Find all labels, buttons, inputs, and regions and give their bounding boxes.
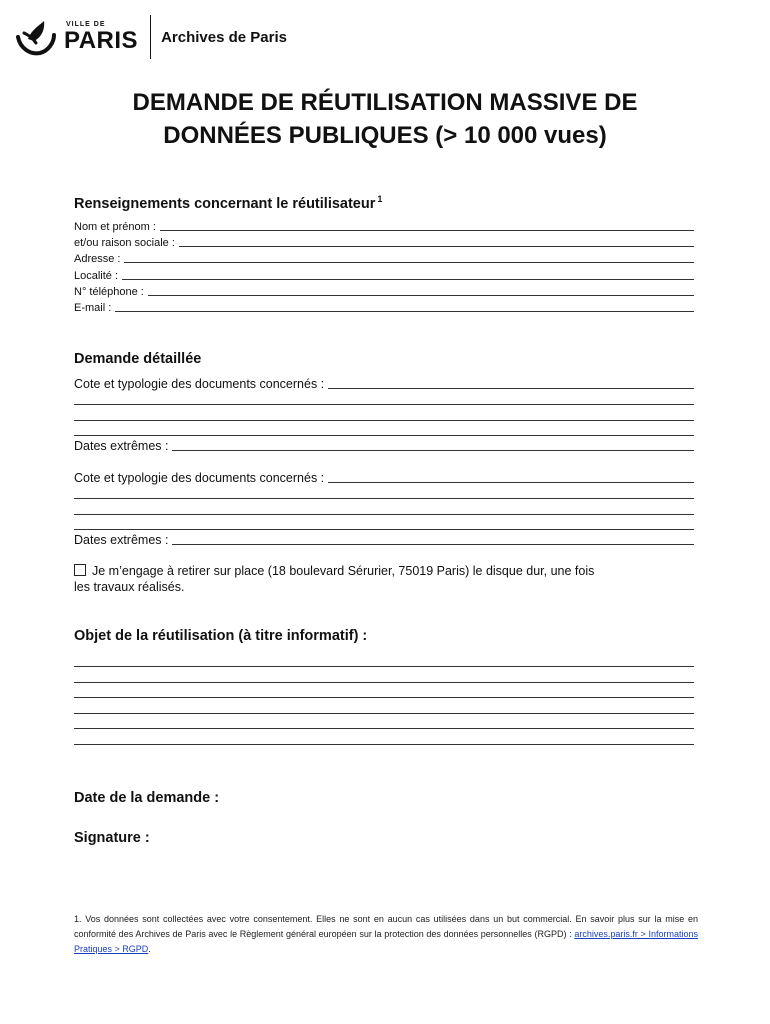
field-line[interactable] (122, 279, 694, 280)
section-heading-user (74, 194, 382, 212)
paris-ship-logo-icon (14, 15, 58, 59)
logo-ville-de: VILLE DE (66, 21, 106, 28)
field-label: Nom et prénom : (74, 221, 156, 233)
field-label: Cote et typologie des documents concernés : (74, 377, 325, 391)
field-line[interactable] (172, 544, 694, 545)
organization-name: Archives de Paris (161, 28, 287, 46)
field-label: Dates extrêmes : (74, 533, 169, 547)
blank-line[interactable] (74, 713, 694, 714)
blank-line[interactable] (74, 697, 694, 698)
checkbox-text-line-1: Je m’engage à retirer sur place (18 boulevard Sérurier, 75019 Paris) le disque dur, une fois (92, 564, 595, 578)
logo-text (64, 21, 138, 53)
rgpd-link[interactable]: archives.paris.fr > Informations Pratiques > RGPD (74, 929, 698, 954)
blank-line[interactable] (74, 744, 694, 745)
field-line[interactable] (115, 311, 694, 312)
footnote-text: 1. Vos données sont collectées avec votre consentement. Elles ne sont en aucun cas utilisées dans un but commercial. En savoir plus sur la mise en conformité des Archives de Paris avec le Règlement général européen sur la protection des données personnelles (RGPD) : (74, 914, 698, 939)
field-label: Adresse : (74, 253, 121, 265)
title-line-1: DEMANDE DE RÉUTILISATION MASSIVE DE (132, 89, 638, 116)
page-title (0, 86, 770, 152)
field-cote-1[interactable] (74, 375, 694, 391)
blank-line[interactable] (74, 728, 694, 729)
logo-divider (150, 15, 151, 59)
field-telephone[interactable] (74, 284, 694, 298)
pickup-checkbox[interactable] (74, 564, 86, 576)
field-line[interactable] (172, 450, 694, 451)
field-label: E-mail : (74, 302, 112, 314)
field-dates-2[interactable] (74, 531, 694, 547)
blank-line[interactable] (74, 682, 694, 683)
header (14, 12, 287, 62)
field-dates-1[interactable] (74, 437, 694, 453)
logo-paris: PARIS (64, 27, 139, 54)
field-label: Cote et typologie des documents concernés : (74, 471, 325, 485)
blank-line[interactable] (74, 514, 694, 515)
blank-line[interactable] (74, 435, 694, 436)
field-line[interactable] (160, 230, 694, 231)
field-line[interactable] (124, 262, 694, 263)
field-label: Dates extrêmes : (74, 439, 169, 453)
footnote-ref: 1 (377, 194, 383, 204)
field-nom-prenom[interactable] (74, 219, 694, 233)
field-localite[interactable] (74, 268, 694, 282)
field-line[interactable] (148, 295, 694, 296)
date-label: Date de la demande : (74, 790, 220, 806)
footnote (74, 912, 698, 957)
section-heading-request: Demande détaillée (74, 351, 202, 367)
field-line[interactable] (328, 388, 694, 389)
field-line[interactable] (328, 482, 694, 483)
title-line-2: DONNÉES PUBLIQUES (> 10 000 vues) (163, 122, 607, 149)
section-heading-user-text: Renseignements concernant le réutilisateur (74, 195, 376, 212)
section-heading-purpose: Objet de la réutilisation (à titre informatif) : (74, 628, 368, 644)
field-adresse[interactable] (74, 251, 694, 265)
blank-line[interactable] (74, 420, 694, 421)
field-label: N° téléphone : (74, 286, 144, 298)
field-email[interactable] (74, 300, 694, 314)
signature-label: Signature : (74, 830, 150, 846)
field-raison-sociale[interactable] (74, 235, 694, 249)
blank-line[interactable] (74, 404, 694, 405)
field-line[interactable] (179, 246, 694, 247)
blank-line[interactable] (74, 666, 694, 667)
checkbox-text-line-2: les travaux réalisés. (74, 580, 185, 594)
footnote-end: . (148, 944, 151, 954)
field-label: Localité : (74, 270, 119, 282)
field-cote-2[interactable] (74, 469, 694, 485)
blank-line[interactable] (74, 529, 694, 530)
blank-line[interactable] (74, 498, 694, 499)
field-label: et/ou raison sociale : (74, 237, 175, 249)
pickup-commitment (74, 563, 694, 595)
